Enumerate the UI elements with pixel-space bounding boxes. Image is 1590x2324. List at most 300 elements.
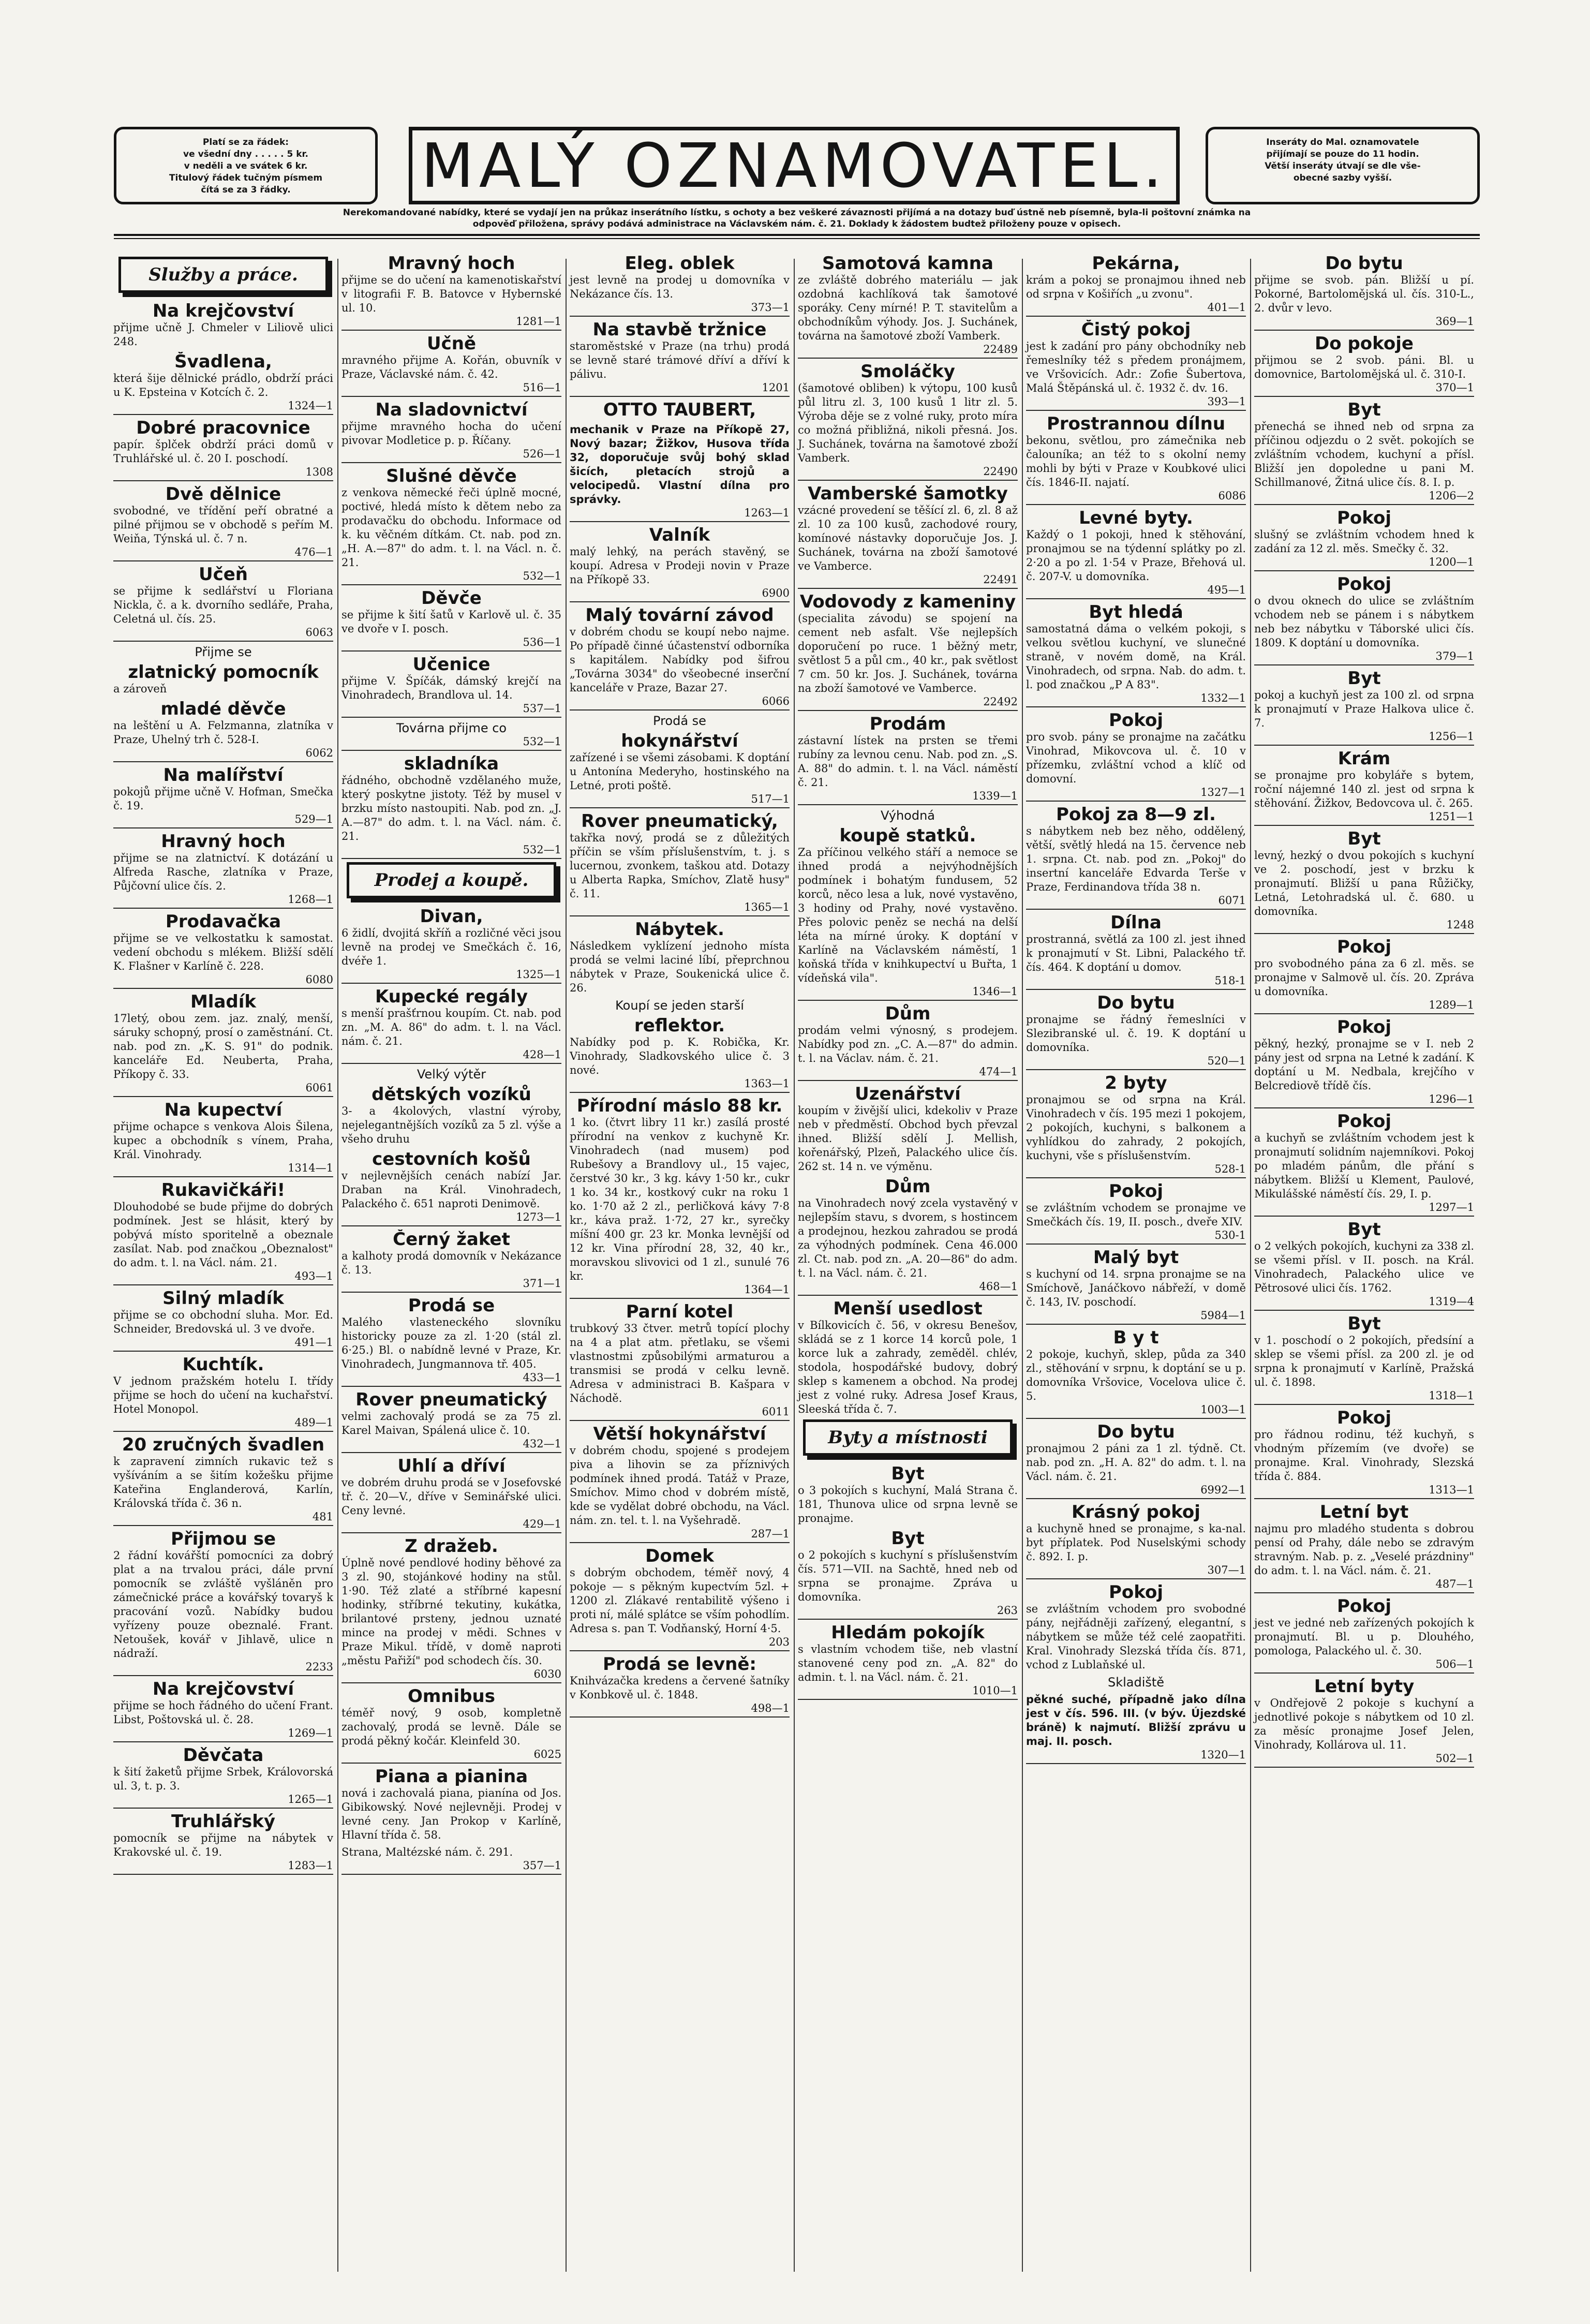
ad-body: zástavní lístek na prsten se třemi rubíny za levnou cenu. Nab. pod zn. „S. A. 88" do admin. t. l. na Václ. náměstí č. 21.	[798, 734, 1018, 789]
ad-heading: Omnibus	[408, 1686, 495, 1706]
ad-number: 6011	[762, 1405, 790, 1418]
ad-number: 476—1	[294, 546, 333, 558]
notice	[114, 207, 1480, 230]
ad-heading: Prostrannou dílnu	[1046, 414, 1226, 434]
ad-heading: Uhlí a dříví	[397, 1456, 506, 1476]
ad-heading: Dílna	[1110, 913, 1162, 932]
ad-body: Dlouhodobé se bude přijme do dobrých podmínek. Jest se hlásit, který by pobývá místo sporitelně a obeznale zasílat. Nab. pod značkou „Obeznalost" do adm. t. l. na Václ. nám. 21.	[113, 1201, 333, 1269]
ad-heading: Dům	[885, 1004, 931, 1024]
ad-divider	[341, 1225, 561, 1226]
ad-heading: 2 byty	[1105, 1073, 1167, 1093]
ad-number: 6061	[305, 1082, 333, 1094]
ad-number: 1325—1	[516, 968, 561, 981]
ad-number: 6066	[762, 695, 790, 707]
ad-heading: Levné byty.	[1079, 508, 1193, 528]
ad-number: 263	[997, 1604, 1018, 1617]
ad-number: 1346—1	[972, 985, 1018, 998]
ad-body: pro svob. pány se pronajme na začátku Vinohrad, Mikovcova ul. č. 10 v přízemku, zvláštní vchod a klíč od domovní.	[1026, 731, 1246, 785]
classified-ad	[798, 484, 1018, 589]
ad-body: z venkova německé řeči úplně mocné, poctivé, hledá místo k dětem nebo za prodavačku do obchodu. Informace od k. ku věčném dítkám. Ct. nab. pod zn. „H. A.—87" do adm. t. l. na Václ. n. č. 21.	[341, 486, 561, 569]
page-title-box	[409, 127, 1180, 204]
ad-number: 529—1	[294, 813, 333, 825]
ad-divider	[1026, 504, 1246, 505]
classified-ad	[1026, 1181, 1246, 1245]
ad-number: 373—1	[751, 301, 790, 314]
ad-body: a zároveň	[113, 683, 167, 695]
classified-ad	[113, 1435, 333, 1526]
ad-body: se přijme k šití šatů v Karlově ul. č. 35 ve dvoře v I. posch.	[341, 609, 561, 635]
ad-number: 481	[312, 1511, 333, 1523]
ad-heading: Na malířství	[163, 765, 284, 785]
ad-heading: Domek	[645, 1546, 714, 1566]
ad-heading: Nábytek.	[635, 920, 724, 939]
section-heading: Byty a místnosti	[803, 1419, 1013, 1456]
ad-heading: Divan,	[420, 907, 483, 926]
classified-ad	[341, 334, 561, 397]
classified-ad	[1254, 1596, 1474, 1674]
classified-ad	[113, 1180, 333, 1285]
ad-body: mravného přijme A. Kořán, obuvník v Praze, Václavské nám. č. 42.	[341, 354, 561, 380]
ad-heading: Malý tovární závod	[585, 605, 774, 625]
notice-line: Nerekomandované nabídky, které se vydají jen na průkaz inserátního lístku, s ochoty a bez veškeré závaznosti přijímá a na dotazy buď ústně neb písemně, byla-li poštovní známka na	[343, 208, 1251, 218]
ad-divider	[1026, 989, 1246, 990]
classified-ad	[1026, 993, 1246, 1070]
ad-heading: Děvče	[421, 588, 482, 608]
ad-divider	[113, 908, 333, 909]
ad-divider	[1026, 1177, 1246, 1178]
classified-ad	[798, 1177, 1018, 1296]
ad-divider	[570, 915, 790, 916]
ad-heading: Výhodná	[880, 808, 935, 823]
ad-number: 536—1	[523, 636, 561, 648]
classified-ad	[798, 826, 1018, 1001]
ad-heading: koupě statků.	[839, 826, 976, 846]
ad-divider	[1254, 1767, 1474, 1768]
classified-ad	[1026, 1328, 1246, 1419]
ad-heading: Byt	[1347, 829, 1381, 849]
ad-number: 1269—1	[288, 1727, 333, 1739]
classified-ad	[570, 1654, 790, 1718]
ad-divider	[113, 1808, 333, 1809]
classified-ad	[1026, 602, 1246, 707]
ad-column	[796, 254, 1020, 2272]
ad-heading: Pokoj	[1337, 937, 1391, 957]
ad-divider	[113, 1176, 333, 1177]
ad-heading: Prodá se	[653, 714, 706, 728]
ad-number: 371—1	[523, 1277, 561, 1290]
classified-ad	[570, 254, 790, 317]
ad-column	[1252, 254, 1476, 2272]
classified-ad	[1254, 508, 1474, 571]
ad-body: a kuchyň se zvláštním vchodem jest k pronajmutí solidním najemníkovi. Pokoj po mladém pánům, dle přání s nábytkem. Bližší u Klement, Paulové, Mikulášské náměstí čís. 29, I. p.	[1254, 1132, 1474, 1200]
ad-column	[339, 254, 563, 2272]
ad-divider	[1254, 396, 1474, 397]
ad-divider	[113, 560, 333, 561]
ad-number: 1297—1	[1429, 1201, 1474, 1213]
ad-divider	[798, 1619, 1018, 1620]
ad-heading: Rover pneumatický	[355, 1390, 547, 1410]
ad-body: V jednom pražském hotelu I. třídy přijme se hoch do učení na kuchařství. Hotel Monopol.	[113, 1375, 333, 1415]
ad-divider	[1254, 1216, 1474, 1217]
classified-ad	[341, 754, 561, 859]
ad-divider	[113, 1675, 333, 1676]
ad-number: 357—1	[523, 1859, 561, 1872]
ad-body: v 1. poschodí o 2 pokojích, předsíní a sklep se všemi přísl. za 200 zl. je od srpna k pronajmutí v Karlíně, Pražská ul. č. 1898.	[1254, 1334, 1474, 1388]
ad-divider	[113, 761, 333, 762]
ad-heading: Na stavbě tržnice	[592, 320, 767, 339]
price-info-box	[114, 127, 378, 204]
classified-ad	[341, 466, 561, 585]
ad-body: jest k zadání pro pány obchodníky neb řemeslníky též s předem pronájmem, ve Vršovicích. Adr.: Zofie Šubertova, Malá Štěpánská ul. č. 1932 č. dv. 16.	[1026, 340, 1246, 394]
ad-heading: Pokoj	[1109, 710, 1163, 730]
ad-divider	[341, 330, 561, 331]
ad-body: Následkem vyklízení jednoho místa prodá se velmi laciné líbí, přeprchnou nábytek v Praze, Soukenická ulice č. 26.	[570, 940, 790, 994]
ad-divider	[113, 1431, 333, 1432]
ad-heading: Do bytu	[1325, 254, 1403, 273]
ad-divider	[798, 1000, 1018, 1001]
ad-number: 6025	[533, 1748, 561, 1760]
ad-body: na Vinohradech nový zcela vystavěný v nejlepším stavu, s dvorem, s hostincem a prodejnou, hezkou zahradou se prodá za výhodných podmínek. Cena 46.000 zl. Ct. nab. pod zn. „A. 20—86" do adm. t. l. na Václ. nám. č. 21.	[798, 1197, 1018, 1279]
ad-heading: Pokoj	[1109, 1181, 1163, 1201]
ad-body: Strana, Maltézské nám. č. 291.	[341, 1846, 513, 1858]
inserts-info-box	[1206, 127, 1480, 204]
ad-body: svobodné, ve třídění peří obratné a pilné přijmou se v obchodě s peřím M. Weiňa, Týnská ul. č. 7 n.	[113, 505, 333, 545]
ad-heading: Pokoj	[1337, 1112, 1391, 1131]
ad-number: 1265—1	[288, 1793, 333, 1805]
ad-divider	[570, 601, 790, 602]
classified-ad	[341, 721, 561, 751]
ad-heading: Samotová kamna	[822, 254, 993, 273]
ad-body: která šije dělnické prádlo, obdrží práci u K. Epsteina v Kotcích č. 2.	[113, 372, 333, 398]
ad-number: 5984—1	[1200, 1309, 1246, 1322]
ad-number: 532—1	[523, 570, 561, 582]
classified-ad	[341, 588, 561, 652]
ad-body: nová i zachovalá piana, pianína od Jos. Gibikowský. Nové nejlevněji. Prodej v levné ceny. Jan Prokop v Karlíně, Hlavní třída č. 58.	[341, 1787, 561, 1841]
ad-divider	[1254, 1107, 1474, 1108]
classified-ad	[113, 832, 333, 909]
ad-number: 6030	[533, 1668, 561, 1680]
classified-ad	[341, 655, 561, 718]
ad-heading: Vamberské šamotky	[808, 484, 1008, 504]
ad-divider	[1254, 1404, 1474, 1405]
ad-body: trubkový 33 čtver. metrů topící plochy na 4 a plat atm. přetlaku, se všemi vlastnostmi způsobilými armaturou a transmisi se prodá v celku levně. Adresa v administraci B. Kašpara v Náchodě.	[570, 1322, 790, 1404]
classified-ad	[113, 565, 333, 642]
price-line: v neděli a ve svátek 6 kr.	[184, 161, 308, 171]
ad-body: Každý o 1 pokoji, hned k stěhování, pronajmou se na týdenní splátky po zl. 2·20 a po zl. 1·54 v Praze, Břehová ul. č. 207-V. u domovníka.	[1026, 528, 1246, 583]
ad-body: přijme se do učení na kamenotiskařství v litografii F. B. Batovce v Hybernské ul. 10.	[341, 274, 561, 314]
classified-ad	[1026, 805, 1246, 910]
classified-ad	[798, 1464, 1018, 1526]
ad-divider	[1026, 316, 1246, 317]
ad-heading: Na kupectví	[164, 1100, 283, 1120]
ad-divider	[1254, 1310, 1474, 1311]
ad-number: 1363—1	[744, 1077, 790, 1090]
ad-heading: Byt hledá	[1089, 602, 1183, 622]
ad-divider	[570, 1716, 790, 1718]
ad-heading: mladé děvče	[160, 699, 286, 719]
ad-number: 487—1	[1435, 1578, 1474, 1590]
ad-divider	[341, 584, 561, 585]
ad-number: 1283—1	[288, 1859, 333, 1872]
ad-heading: Na krejčovství	[152, 1679, 294, 1699]
ad-heading: Mravný hoch	[388, 254, 515, 273]
classified-ad	[570, 525, 790, 602]
classified-ad	[570, 400, 790, 420]
ad-number: 370—1	[1435, 381, 1474, 394]
ad-divider	[113, 1525, 333, 1526]
ad-heading: zlatnický pomocník	[128, 662, 319, 682]
ad-body: najmu pro mladého studenta s dobrou pensí od Prahy, dále nebo se zdravým stravným. Nab. p. z. „Veselé prázdniny" do adm. t. l. na Václ. nám. č. 21.	[1254, 1522, 1474, 1577]
ad-body: s vlastním vchodem tiše, neb vlastní stanovené ceny pod zn. „A. 82" do admin. t. l. na Václ. nám. č. 21.	[798, 1643, 1018, 1683]
classified-ad	[341, 987, 561, 1064]
ad-body: se zvláštním vchodem se pronajme ve Smečkách čís. 19, II. posch., dveře XIV.	[1026, 1202, 1246, 1228]
ad-number: 468—1	[979, 1280, 1018, 1293]
ad-body: papír. šplček obdrží práci domů v Truhlářské ul. č. 20 I. poschodí.	[113, 438, 333, 465]
ad-number: 530-1	[1214, 1229, 1246, 1241]
ad-heading: Truhlářský	[171, 1812, 275, 1831]
ad-heading: reflektor.	[634, 1016, 725, 1035]
ad-divider	[1026, 1244, 1246, 1245]
ad-number: 6071	[1218, 894, 1246, 907]
ad-heading: Byt	[1347, 1314, 1381, 1334]
ad-body: na leštění u A. Felzmanna, zlatníka v Praze, Uhelný trh č. 528-I.	[113, 719, 333, 746]
ad-divider	[341, 858, 561, 859]
ad-number: 429—1	[523, 1518, 561, 1530]
ad-heading: Přijmou se	[170, 1529, 276, 1549]
ad-heading: Pokoj	[1337, 1408, 1391, 1428]
ad-number: 1281—1	[516, 315, 561, 328]
classified-ad	[113, 1529, 333, 1676]
ad-body: Úplně nové pendlové hodiny běhové za 3 zl. 90, stojánkové hodiny na stůl. 1·90. Též zlaté a stříbrné kapesní hodinky, stříbrné tekutiny, kukátka, brilantové prsteny, jednou uznaté mince na prodej v mědi. Schnes v Praze Mikul. třídě, v domě naproti „městu Pařiží" pod schodech čís. 30.	[341, 1557, 561, 1667]
ad-divider	[1254, 330, 1474, 331]
ad-divider	[570, 316, 790, 317]
classified-ad	[341, 1390, 561, 1453]
ad-body: prostranná, světlá za 100 zl. jest ihned k pronajmutí v St. Libni, Palackého tř. čís. 464. K doptání u domov.	[1026, 933, 1246, 973]
classified-ad	[113, 1355, 333, 1432]
ad-heading: Byt	[1347, 669, 1381, 688]
ad-body: zařízené i se všemi zásobami. K doptání u Antonína Mederyho, hostinského na Letné, proti poště.	[570, 751, 790, 792]
ad-heading: Čistý pokoj	[1081, 320, 1191, 339]
classified-ad	[113, 1745, 333, 1809]
ad-number: 1364—1	[744, 1283, 790, 1296]
ad-heading: Letní byty	[1314, 1677, 1415, 1696]
ad-number: 498—1	[751, 1702, 790, 1714]
ad-column	[568, 254, 792, 2272]
classified-ad	[341, 1767, 561, 1842]
ad-divider	[1026, 1498, 1246, 1499]
ad-heading: 20 zručných švadlen	[122, 1435, 325, 1455]
ad-body: takřka nový, prodá se z důležitých příčin se vším příslušenstvím, t. j. s lucernou, zvonkem, taškou atd. Dotazy u Alberta Rapka, Smíchov, Zlatě husy" č. 11.	[570, 832, 790, 900]
classified-ad	[570, 1096, 790, 1299]
column-divider	[794, 259, 795, 2272]
ad-body: malý lehký, na perách stavěný, se koupí. Adresa v Prodeji novin v Praze na Příkopě 33.	[570, 545, 790, 586]
ad-divider	[1026, 1069, 1246, 1070]
classified-ad	[1026, 1502, 1246, 1579]
ad-heading: Učně	[426, 334, 477, 353]
ad-body: pokojů přijme učně V. Hofman, Smečka č. 19.	[113, 786, 333, 812]
ad-body: levný, hezký o dvou pokojích s kuchyní ve 2. poschodí, jest v brzku k pronajmutí. Bližší u pana Růžičky, Letná, Letohradská ul. č. 680. u domovníka.	[1254, 849, 1474, 917]
ad-divider	[1026, 1324, 1246, 1325]
section-heading: Služby a práce.	[118, 257, 328, 293]
ad-number: 528-1	[1214, 1163, 1246, 1175]
ad-number: 491—1	[294, 1336, 333, 1349]
ad-body: pro řádnou rodinu, též kuchyň, s vhodným přízemím (ve dvoře) se pronajme. Kral. Vinohrady, Slezská třída č. 884.	[1254, 1428, 1474, 1483]
ad-heading: B y t	[1113, 1328, 1159, 1348]
classified-ad	[341, 1456, 561, 1533]
classified-ad	[341, 1230, 561, 1293]
ad-heading: Vodovody z kameniny	[799, 592, 1016, 612]
ad-divider	[570, 1542, 790, 1543]
classified-ad	[1026, 254, 1246, 317]
ad-divider	[1026, 1578, 1246, 1579]
ad-divider	[1026, 801, 1246, 802]
ad-heading: Na krejčovství	[152, 301, 294, 321]
ad-heading: Eleg. oblek	[625, 254, 735, 273]
ad-heading: Byt	[891, 1529, 925, 1548]
ad-heading: Černý žaket	[393, 1230, 510, 1249]
classified-ad	[113, 992, 333, 1097]
ad-number: 1319—4	[1429, 1295, 1474, 1308]
ad-number: 526—1	[523, 448, 561, 460]
ad-body: o 2 velkých pokojích, kuchyni za 338 zl. se všemi přísl. v II. posch. na Král. Vinohradech, Palackého ulice ve Pětrosové ulici čís. 1762.	[1254, 1240, 1474, 1294]
classified-ad	[798, 1004, 1018, 1081]
ad-number: 532—1	[523, 843, 561, 856]
ad-heading: Švadlena,	[174, 352, 272, 372]
ad-column	[1024, 254, 1248, 2272]
ad-number: 1010—1	[972, 1684, 1018, 1697]
ad-body: se pronajme pro kobyláře s bytem, roční nájemné 140 zl. jest od srpna k stěhování. Žižkov, Bedovcova ul. č. 265.	[1254, 769, 1474, 809]
ad-divider	[798, 588, 1018, 589]
inserts-line: obecné sazby vyšší.	[1293, 173, 1392, 183]
classified-ad	[341, 1296, 561, 1387]
column-divider	[337, 259, 338, 2272]
classified-ad	[113, 645, 333, 659]
ad-number: 1248	[1446, 919, 1474, 931]
ad-number: 1313—1	[1429, 1484, 1474, 1496]
ad-heading: Dvě dělnice	[165, 484, 281, 504]
ad-divider	[1254, 1592, 1474, 1593]
ad-heading: Koupí se jeden starší	[615, 998, 744, 1013]
ad-body: přijme se co obchodní sluha. Mor. Ed. Schneider, Bredovská ul. 3 ve dvoře.	[113, 1309, 333, 1335]
ad-number: 6900	[762, 587, 790, 599]
ad-divider	[341, 1292, 561, 1293]
ad-number: 1256—1	[1429, 730, 1474, 743]
ad-divider	[113, 641, 333, 642]
ad-number: 22490	[983, 465, 1018, 478]
ad-number: 532—1	[523, 735, 561, 748]
ad-heading: dětských vozíků	[372, 1085, 531, 1104]
ad-number: 1200—1	[1429, 556, 1474, 568]
ad-heading: Uzenářství	[855, 1084, 961, 1104]
ad-divider	[1254, 504, 1474, 505]
ad-number: 1289—1	[1429, 999, 1474, 1011]
ad-body: (šamotové obliben) k výtopu, 100 kusů půl litru zl. 3, 100 kusů 1 litr zl. 5. Výroba děje se z volné ruky, proto míra co možná přibližná, nikoli přesná. Jos. J. Suchánek, továrna na šamotové zboží Vamberk.	[798, 382, 1018, 464]
ad-divider	[1026, 598, 1246, 599]
ad-body: řádného, obchodně vzdělaného muže, který poskytne jistoty. Též by musel v brzku místo nastoupiti. Nab. pod zn. „J. A.—87" do adm. t. l. na Václ. nám. č. 21.	[341, 774, 561, 842]
classified-ad	[1026, 710, 1246, 802]
ad-heading: Valník	[649, 525, 710, 545]
classified-ad	[798, 714, 1018, 805]
ad-divider	[570, 1092, 790, 1093]
price-line: čítá se za 3 řádky.	[201, 185, 291, 195]
columns	[111, 254, 1482, 2272]
classified-ad	[570, 1546, 790, 1651]
ad-number: 203	[768, 1636, 790, 1648]
ad-divider	[1254, 1498, 1474, 1499]
ad-body: 17letý, obou zem. jaz. znalý, menší, sáruky schopný, prosí o zaměstnání. Ct. nab. pod zn. „K. S. 91" do podnik. kanceláře Ed. Neuberta, Praha, Příkopy č. 33.	[113, 1012, 333, 1080]
ad-body: o dvou oknech do ulice se zvláštním vchodem neb se pánem i s nábytkem neb bez nábytku v Táborské ulici čís. 1809. K doptání u domovníka.	[1254, 595, 1474, 649]
classified-ad	[113, 1289, 333, 1352]
ad-number: 1263—1	[744, 507, 790, 519]
ad-heading: Do bytu	[1097, 993, 1175, 1013]
classified-ad	[113, 765, 333, 828]
ad-heading: Kupecké regály	[375, 987, 528, 1006]
classified-ad	[1254, 1677, 1474, 1768]
ad-body: pomocník se přijme na nábytek v Krakovské ul. č. 19.	[113, 1832, 333, 1858]
ad-heading: Silný mladík	[162, 1289, 284, 1308]
ad-display-text: pěkné suché, případně jako dílna jest v čís. 596. III. (v býv. Újezdské bráně) k najmutí. Bližší zprávu u maj. II. posch.	[1026, 1693, 1246, 1748]
classified-ad	[113, 1679, 333, 1742]
ad-body: o 3 pokojích s kuchyní, Malá Strana č. 181, Thunova ulice od srpna levně se pronajme.	[798, 1484, 1018, 1524]
ad-heading: Mladík	[190, 992, 257, 1012]
ad-heading: Hravný hoch	[161, 832, 286, 851]
ad-divider	[341, 462, 561, 463]
ad-heading: Z dražeb.	[405, 1536, 498, 1556]
ad-body: pro svobodného pána za 6 zl. měs. se pronajme v Salmově ul. čís. 20. Zpráva u domovníka.	[1254, 957, 1474, 998]
ad-body: 6 židlí, dvojitá skříň a rozličné věci jsou levně na prodej ve Smečkách č. 16, dvéře 1.	[341, 927, 561, 967]
ad-body: k šití žaketů přijme Srbek, Královorská ul. 3, t. p. 3.	[113, 1766, 333, 1792]
ad-number: 1251—1	[1429, 810, 1474, 823]
ad-heading: Kuchtík.	[182, 1355, 264, 1374]
classified-ad	[113, 1100, 333, 1177]
ad-body: přijme se svob. pán. Bližší u pí. Pokorné, Bartolomějská ul. čís. 310-L., 2. dvůr v levo.	[1254, 274, 1474, 314]
ad-divider	[341, 1763, 561, 1764]
ad-number: 1268—1	[288, 893, 333, 906]
ad-body: přijme V. Špíčák, dámský krejčí na Vinohradech, Brandlova ul. 14.	[341, 675, 561, 701]
ad-number: 1206—2	[1429, 490, 1474, 502]
inserts-line: Inseráty do Mal. oznamovatele	[1266, 137, 1419, 147]
ad-body: a kalhoty prodá domovník v Nekázance č. 13.	[341, 1250, 561, 1276]
classified-ad	[341, 254, 561, 331]
ad-number: 489—1	[294, 1416, 333, 1429]
ad-number: 287—1	[751, 1528, 790, 1540]
classified-ad	[570, 423, 790, 522]
classified-ad	[341, 1845, 561, 1875]
ad-divider	[113, 480, 333, 481]
classified-ad	[570, 998, 790, 1013]
ad-body: v dobrém chodu, spojené s prodejem piva a lihovin se za příznivých podmínek ihned prodá. Tatáž v Praze, Smíchov. Mimo chod v dobrém místě, kde se vydělat dobré obchodu, na Václ. nám. zn. tel. t. l. na Vyšehradě.	[570, 1444, 790, 1527]
classified-ad	[113, 699, 333, 762]
inserts-line: Větší inseráty útvají se dle vše-	[1265, 161, 1421, 171]
ad-number: 401—1	[1207, 301, 1246, 314]
ad-column	[111, 254, 335, 2272]
classified-ad	[570, 714, 790, 728]
ad-number: 22489	[983, 343, 1018, 356]
ad-divider	[341, 396, 561, 397]
ad-divider	[341, 983, 561, 984]
ad-heading: Rukavičkáři!	[161, 1180, 286, 1200]
ad-body: Za příčinou velkého stáří a nemoce se ihned prodá a nejvýhodnějších podmínek i bohatým fundusem, 52 korců, něco lesa a luk, nové vystavěno, 3 hodiny od Prahy, nové vystavěno. Přes polovic peněz se nechá na delší léta na mírné úroky. K doptání v Karlíně na Václavském náměstí, 1 koňská třída v knihkupectví u Buřta, 1 vídeňská vila".	[798, 846, 1018, 984]
ad-divider	[570, 1420, 790, 1421]
classified-ad	[1026, 1582, 1246, 1672]
column-divider	[1022, 259, 1023, 2272]
ad-body: pěkný, hezký, pronajme se v I. neb 2 pány jest od srpna na Letné k zadání. K doptání u M. Nedbala, krejčího v Belcrediově třídě čís.	[1254, 1038, 1474, 1092]
ad-heading: Letní byt	[1319, 1502, 1409, 1522]
classified-ad	[1026, 414, 1246, 505]
classified-ad	[1254, 937, 1474, 1014]
ad-number: 432—1	[523, 1438, 561, 1450]
ad-number: 393—1	[1207, 395, 1246, 408]
